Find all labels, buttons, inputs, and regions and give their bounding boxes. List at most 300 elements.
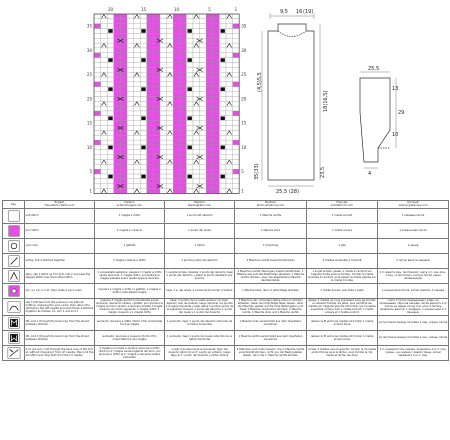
chart-cell <box>180 33 187 38</box>
chart-cell <box>114 33 121 38</box>
legend-text-ru: 2 п. вместе лиц. протяжкой: снять 1 п. как лиц., 1 лиц., и протянуть снятую петлю через провязанную <box>378 268 449 283</box>
legend-text-es: 1 punto del derecho <box>165 208 235 223</box>
chart-cell <box>226 33 233 38</box>
chart-cell <box>193 67 200 72</box>
chart-cell <box>160 53 167 58</box>
chart-cell <box>193 174 200 179</box>
chart-m1-symbol <box>188 58 192 62</box>
chart-cell <box>147 48 154 53</box>
chart-cell <box>233 135 240 140</box>
chart-cell <box>101 77 108 82</box>
chart-cell <box>173 121 180 126</box>
chart-cell <box>114 29 121 34</box>
chart-cell <box>186 121 193 126</box>
chart-cell <box>226 116 233 121</box>
chart-cell <box>94 130 101 135</box>
legend-text-it: 2 maglie incrociate a sinistra: lavorare a dritto ritorto la 2ª maglia senza toglierla dal ferro, poi lavorare a dritto la 1ª maglia e lasciarle cadere entrambe <box>95 345 165 360</box>
chart-m1-symbol <box>108 146 112 150</box>
chart-cell <box>226 106 233 111</box>
chart-cell <box>233 184 240 189</box>
chart-cell <box>200 92 207 97</box>
chart-cell <box>186 63 193 68</box>
chart-cell <box>213 67 220 72</box>
chart-cell <box>226 29 233 34</box>
chart-cell <box>233 63 240 68</box>
chart-cell <box>160 82 167 87</box>
stitch-chart-grid <box>82 2 252 198</box>
chart-cell <box>186 106 193 111</box>
chart-cell <box>101 82 108 87</box>
chart-cell <box>193 33 200 38</box>
chart-cell <box>200 58 207 63</box>
chart-cell <box>193 155 200 160</box>
legend-header-es: Español tejidosgratis.com <box>165 201 235 209</box>
chart-cell <box>186 126 193 131</box>
chart-cell <box>160 19 167 24</box>
chart-cell <box>94 58 101 63</box>
chart-cell <box>107 82 114 87</box>
chart-cell <box>127 48 134 53</box>
chart-cell <box>213 164 220 169</box>
chart-cell <box>180 189 187 194</box>
chart-cell <box>219 140 226 145</box>
chart-cell <box>114 14 121 19</box>
chart-cell <box>226 145 233 150</box>
chart-cell <box>173 169 180 174</box>
legend-text-ru: из протяжки между петлями 1 лиц. скрещ. петля <box>378 315 449 330</box>
chart-cell <box>167 106 174 111</box>
chart-cell <box>193 82 200 87</box>
chart-cell <box>167 53 174 58</box>
chart-row-number-right: 20 <box>241 96 247 102</box>
chart-cell <box>127 14 134 19</box>
chart-cell <box>173 126 180 131</box>
chart-cell <box>127 106 134 111</box>
chart-cell <box>94 87 101 92</box>
chart-cell <box>193 92 200 97</box>
chart-cell <box>147 43 154 48</box>
chart-cell <box>120 121 127 126</box>
chart-cell <box>180 14 187 19</box>
legend-text-de: 1 Masche links <box>235 223 307 238</box>
chart-cell <box>206 140 213 145</box>
chart-cell <box>186 14 193 19</box>
chart-cell <box>193 77 200 82</box>
chart-cell <box>153 24 160 29</box>
chart-cell <box>107 101 114 106</box>
dim-sleeve-bottom: 4 <box>368 171 372 177</box>
legend-text-de: 1 Masche rechts <box>235 208 307 223</box>
chart-column-number: 10 <box>173 7 180 12</box>
legend-text-es: cruzar 2 puntos hacia la izquierda: tejer del derecho retorcido el 2º punto sin soltarlo, luego tejer el 1º punto del derecho y soltar ambos <box>165 345 235 360</box>
legend-header-row <box>3 201 449 209</box>
chart-cell <box>153 38 160 43</box>
chart-cell <box>114 72 121 77</box>
chart-cell <box>120 179 127 184</box>
chart-cell <box>219 77 226 82</box>
chart-cell <box>180 121 187 126</box>
chart-cell <box>94 155 101 160</box>
chart-cell <box>233 58 240 63</box>
chart-cell <box>167 33 174 38</box>
chart-cell <box>219 72 226 77</box>
chart-cell <box>101 121 108 126</box>
chart-cell <box>94 184 101 189</box>
chart-cell <box>206 96 213 101</box>
chart-cell <box>167 155 174 160</box>
legend-text-it: 1 accavallata semplice: passare 1 maglia a dritto senza lavorarla, 1 maglia dritto, accavallare la maglia passata sopra quella appena lavorata <box>95 268 165 283</box>
legend-text-it: 2 maglie insieme a dritto <box>95 253 165 268</box>
chart-cell <box>180 82 187 87</box>
chart-cell <box>140 121 147 126</box>
chart-m1-symbol <box>141 175 145 179</box>
legend-text-de: 1 Masche rechts verschränkt aus dem Querfaden zunehmen <box>235 330 307 345</box>
chart-cell <box>173 179 180 184</box>
chart-cell <box>107 106 114 111</box>
chart-cell <box>200 169 207 174</box>
chart-cell <box>213 140 220 145</box>
chart-cell <box>153 121 160 126</box>
chart-cell <box>226 19 233 24</box>
chart-cell <box>200 145 207 150</box>
chart-cell <box>193 19 200 24</box>
knit-symbol-icon <box>7 209 21 223</box>
chart-m1-symbol <box>221 175 225 179</box>
legend-text-it: aumento: lavorare a dritto ritorto il filo orizzontale tra due maglie <box>95 315 165 330</box>
chart-cell <box>160 48 167 53</box>
chart-cell <box>233 130 240 135</box>
chart-cell <box>134 179 141 184</box>
chart-cell <box>114 174 121 179</box>
chart-cell <box>200 150 207 155</box>
chart-cell <box>180 43 187 48</box>
chart-cell <box>167 87 174 92</box>
chart-cell <box>94 72 101 77</box>
chart-cell <box>147 169 154 174</box>
chart-cell <box>147 101 154 106</box>
chart-cell <box>114 121 121 126</box>
chart-cell <box>200 140 207 145</box>
chart-cell <box>213 160 220 165</box>
chart-cell <box>233 67 240 72</box>
chart-cell <box>147 14 154 19</box>
chart-cell <box>233 38 240 43</box>
chart-cell <box>147 77 154 82</box>
chart-cell <box>219 184 226 189</box>
chart-cell <box>213 82 220 87</box>
chart-cell <box>226 111 233 116</box>
chart-cell <box>193 106 200 111</box>
chart-cell <box>147 116 154 121</box>
legend-text-es: 1 hebra <box>165 238 235 253</box>
chart-cell <box>153 135 160 140</box>
chart-cell <box>153 92 160 97</box>
chart-row-number-left: 25 <box>86 72 92 78</box>
chart-cell <box>213 43 220 48</box>
chart-cell <box>186 43 193 48</box>
chart-row-number-right: 25 <box>241 72 247 78</box>
chart-cell <box>147 96 154 101</box>
chart-cell <box>160 67 167 72</box>
chart-cell <box>186 101 193 106</box>
chart-cell <box>226 48 233 53</box>
chart-cell <box>173 14 180 19</box>
chart-cell <box>206 179 213 184</box>
chart-cell <box>206 116 213 121</box>
chart-cell <box>107 164 114 169</box>
chart-cell <box>200 77 207 82</box>
chart-row-number-left: 35 <box>86 23 92 29</box>
chart-cell <box>114 145 121 150</box>
legend-symbol-cell <box>3 345 25 360</box>
legend-text-en: purl stitch <box>25 223 95 238</box>
chart-cell <box>120 184 127 189</box>
chart-cell <box>101 140 108 145</box>
chart-cell <box>120 38 127 43</box>
legend-symbol-cell <box>3 268 25 283</box>
chart-m1-symbol <box>141 58 145 62</box>
chart-cell <box>186 169 193 174</box>
chart-cell <box>134 19 141 24</box>
chart-cell <box>127 92 134 97</box>
chart-cell <box>219 155 226 160</box>
chart-cell <box>233 29 240 34</box>
chart-cell <box>114 169 121 174</box>
chart-cell <box>147 29 154 34</box>
legend-header-key: Key <box>3 201 25 209</box>
chart-cell <box>186 67 193 72</box>
chart-cell <box>226 24 233 29</box>
chart-cell <box>147 135 154 140</box>
chart-cell <box>120 53 127 58</box>
chart-cell <box>233 126 240 131</box>
legend-row <box>3 330 449 345</box>
chart-cell <box>153 67 160 72</box>
chart-cell <box>186 155 193 160</box>
legend-text-en: k2tog: knit 2 stitches together <box>25 253 95 268</box>
chart-cell <box>140 77 147 82</box>
chart-cell <box>140 160 147 165</box>
chart-m1-symbol <box>221 58 225 62</box>
chart-cell <box>127 58 134 63</box>
chart-cell <box>206 135 213 140</box>
chart-cell <box>107 179 114 184</box>
chart-cell <box>186 72 193 77</box>
chart-cell <box>180 92 187 97</box>
chart-m1-symbol <box>221 29 225 33</box>
chart-cell <box>233 87 240 92</box>
chart-cell <box>114 24 121 29</box>
chart-cell <box>193 24 200 29</box>
chart-cell <box>186 160 193 165</box>
chart-cell <box>153 155 160 160</box>
legend-text-ru: снять 3 петли предыдущего ряда, не провязывая, сбросив накиды, затем вернуть эти петли на левую спицу и из этих 3 петель провязать вместе: 1 лицевую, 1 изнаночную и 1 лицевую <box>378 298 449 315</box>
chart-column-number: 20 <box>107 7 114 12</box>
chart-cell <box>160 101 167 106</box>
chart-cell <box>153 53 160 58</box>
chart-cell <box>226 126 233 131</box>
chart-cell <box>167 77 174 82</box>
chart-cell <box>219 53 226 58</box>
chart-cell <box>193 58 200 63</box>
chart-cell <box>101 38 108 43</box>
chart-cell <box>134 155 141 160</box>
chart-cell <box>101 116 108 121</box>
chart-cell <box>127 155 134 160</box>
chart-cell <box>160 169 167 174</box>
chart-cell <box>114 184 121 189</box>
chart-m1-symbol <box>188 175 192 179</box>
chart-cell <box>186 179 193 184</box>
chart-cell <box>193 150 200 155</box>
chart-cell <box>147 53 154 58</box>
chart-cell <box>160 72 167 77</box>
legend-text-fr: 1 surjet simple: glisser 1 maille à l'endroit sur l'aiguille droite sans la tricoter, tricoter la maille suivante à l'endroit, puis passer la maille glissée sur la maille tricotée <box>308 269 376 282</box>
legend-text-ru: 2 петли вместе лицевой <box>378 253 449 268</box>
chart-cell <box>200 38 207 43</box>
chart-cell <box>200 24 207 29</box>
chart-cell <box>127 150 134 155</box>
chart-cell <box>120 150 127 155</box>
chart-cell <box>147 92 154 97</box>
chart-cell <box>167 82 174 87</box>
chart-cell <box>173 174 180 179</box>
legend-text-es: 1 punto del revés <box>165 223 235 238</box>
chart-cell <box>107 33 114 38</box>
chart-cell <box>167 169 174 174</box>
chart-cell <box>219 24 226 29</box>
chart-cell <box>219 14 226 19</box>
chart-cell <box>173 38 180 43</box>
legend-row <box>3 208 449 223</box>
chart-cell <box>219 63 226 68</box>
chart-cell <box>140 24 147 29</box>
chart-cell <box>107 160 114 165</box>
chart-cell <box>167 140 174 145</box>
chart-cell <box>219 33 226 38</box>
chart-cell <box>94 96 101 101</box>
chart-cell <box>94 150 101 155</box>
chart-m1-symbol <box>221 87 225 91</box>
chart-cell <box>101 169 108 174</box>
chart-cell <box>120 87 127 92</box>
chart-cell <box>167 135 174 140</box>
chart-cell <box>101 106 108 111</box>
chart-cell <box>127 82 134 87</box>
chart-cell <box>173 48 180 53</box>
chart-cell <box>160 179 167 184</box>
chart-cell <box>213 38 220 43</box>
legend-symbol-cell <box>3 315 25 330</box>
chart-m1-symbol <box>221 146 225 150</box>
chart-cell <box>147 82 154 87</box>
chart-cell <box>147 145 154 150</box>
chart-cell <box>140 169 147 174</box>
chart-row-number-right: 10 <box>241 144 247 150</box>
chart-cell <box>226 87 233 92</box>
chart-cell <box>213 111 220 116</box>
legend-row <box>3 283 449 298</box>
chart-cell <box>101 24 108 29</box>
chart-cell <box>140 164 147 169</box>
chart-cell <box>167 24 174 29</box>
legend-text-en: yarn over <box>25 238 95 253</box>
chart-cell <box>134 126 141 131</box>
chart-cell <box>107 135 114 140</box>
chart-m1-symbol <box>188 116 192 120</box>
chart-cell <box>107 24 114 29</box>
chart-cell <box>186 53 193 58</box>
chart-cell <box>114 155 121 160</box>
chart-cell <box>134 24 141 29</box>
chart-cell <box>167 179 174 184</box>
chart-cell <box>180 63 187 68</box>
chart-cell <box>107 130 114 135</box>
chart-cell <box>173 43 180 48</box>
chart-cell <box>219 111 226 116</box>
legend-text-es: 1 aumento: tejer 1 punto del revés retorcido de la hebra horizontal <box>165 330 235 345</box>
chart-cell <box>180 29 187 34</box>
chart-cell <box>127 130 134 135</box>
chart-cell <box>180 184 187 189</box>
chart-cell <box>160 92 167 97</box>
chart-cell <box>107 92 114 97</box>
chart-cell <box>114 67 121 72</box>
chart-row-number-right: 35 <box>241 23 247 29</box>
chart-cell <box>120 67 127 72</box>
chart-cell <box>233 43 240 48</box>
chart-cell <box>193 184 200 189</box>
chart-cell <box>219 19 226 24</box>
chart-cell <box>219 160 226 165</box>
chart-cell <box>107 150 114 155</box>
chart-cell <box>114 160 121 165</box>
chart-cell <box>200 126 207 131</box>
chart-cell <box>206 38 213 43</box>
chart-cell <box>200 179 207 184</box>
chart-cell <box>94 126 101 131</box>
chart-cell <box>134 92 141 97</box>
chart-cell <box>134 164 141 169</box>
garment-schematic <box>254 2 446 198</box>
chart-cell <box>226 169 233 174</box>
chart-cell <box>107 14 114 19</box>
chart-cell <box>101 179 108 184</box>
chart-cell <box>213 106 220 111</box>
chart-cell <box>94 29 101 34</box>
chart-cell <box>127 29 134 34</box>
chart-cell <box>173 130 180 135</box>
chart-cell <box>206 106 213 111</box>
legend-text-de: 2 Maschen nach links kreuzen: die 2. Masche rechts verschränkt stricken, nicht von der Nadel gleiten lassen, dann die 1. Masche rechts stricken <box>235 345 307 360</box>
chart-cell <box>200 184 207 189</box>
chart-row-number-right: 5 <box>241 169 244 175</box>
chart-cell <box>167 29 174 34</box>
chart-cell <box>173 67 180 72</box>
chart-cell <box>200 48 207 53</box>
chart-cell <box>160 43 167 48</box>
chart-cell <box>153 58 160 63</box>
chart-cell <box>206 174 213 179</box>
chart-cell <box>107 121 114 126</box>
chart-cell <box>120 58 127 63</box>
chart-cell <box>206 155 213 160</box>
chart-cell <box>173 77 180 82</box>
chart-cell <box>94 77 101 82</box>
chart-cell <box>226 174 233 179</box>
chart-cell <box>127 121 134 126</box>
chart-cell <box>193 140 200 145</box>
